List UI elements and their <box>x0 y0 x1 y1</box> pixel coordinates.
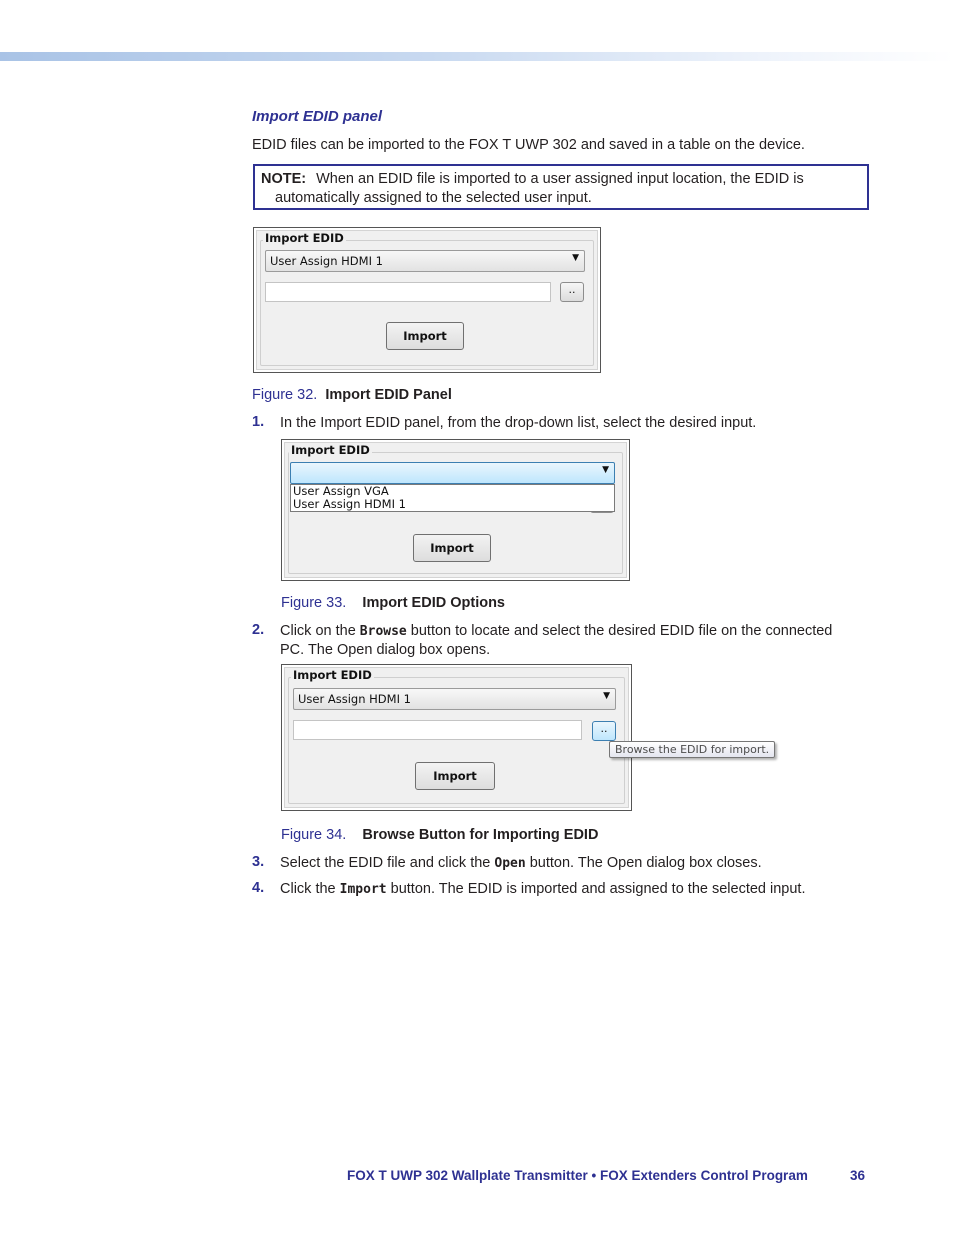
step-1-text: In the Import EDID panel, from the drop-down list, select the desired input. <box>280 415 757 431</box>
chevron-down-icon: ▼ <box>572 253 579 263</box>
import-button[interactable]: Import <box>415 762 495 790</box>
import-button[interactable]: Import <box>413 534 491 562</box>
import-edid-panel <box>256 230 598 370</box>
note-line-2: automatically assigned to the selected user input. <box>275 190 592 206</box>
chevron-down-icon: ▼ <box>603 691 610 701</box>
file-path-input[interactable] <box>293 720 582 740</box>
file-path-input[interactable] <box>265 282 551 302</box>
dropdown-option-hdmi-1[interactable]: User Assign HDMI 1 <box>293 497 406 511</box>
section-heading: Import EDID panel <box>252 108 383 125</box>
figure-34-screenshot <box>281 664 632 811</box>
browse-button[interactable]: .. <box>560 282 584 302</box>
dropdown-value: User Assign HDMI 1 <box>298 692 411 706</box>
step-2-number: 2. <box>252 622 265 638</box>
input-select-dropdown[interactable] <box>293 688 616 710</box>
browse-button-hover[interactable]: .. <box>592 721 616 741</box>
import-code: Import <box>339 882 387 897</box>
footer-title: FOX T UWP 302 Wallplate Transmitter • FOX Extenders Control Program <box>347 1168 808 1183</box>
groupbox-title: Import EDID <box>293 668 372 682</box>
figure-33-screenshot <box>281 439 630 581</box>
step-4-number: 4. <box>252 880 265 896</box>
input-select-dropdown[interactable] <box>265 250 585 272</box>
figure-34-caption: Figure 34. Browse Button for Importing EDID <box>281 827 599 843</box>
step-4-text: Click the Import button. The EDID is imported and assigned to the selected input. <box>280 881 806 897</box>
browse-tooltip: Browse the EDID for import. <box>609 741 775 758</box>
step-3-text: Select the EDID file and click the Open button. The Open dialog box closes. <box>280 855 762 871</box>
dropdown-option-vga[interactable]: User Assign VGA <box>293 484 389 498</box>
step-1-number: 1. <box>252 414 265 430</box>
input-select-dropdown-open[interactable] <box>290 462 615 484</box>
page-number: 36 <box>850 1168 866 1183</box>
step-3-number: 3. <box>252 854 265 870</box>
note-label: NOTE: <box>261 171 307 187</box>
note-line-1: When an EDID file is imported to a user assigned input location, the EDID is <box>316 171 804 187</box>
open-code: Open <box>494 856 526 871</box>
header-gradient-bar <box>0 52 954 61</box>
step-2-text: Click on the Browse button to locate and select the desired EDID file on the connected PC. The Open dialog box opens. <box>280 623 833 658</box>
browse-code: Browse <box>359 624 407 639</box>
import-edid-panel-browse <box>284 667 629 808</box>
dropdown-value: User Assign HDMI 1 <box>270 254 383 268</box>
import-button[interactable]: Import <box>386 322 464 350</box>
dropdown-options-list <box>290 484 615 512</box>
figure-32-screenshot <box>253 227 601 373</box>
import-edid-panel-open <box>284 442 627 578</box>
figure-33-caption: Figure 33. Import EDID Options <box>281 595 506 611</box>
note-box <box>253 164 869 210</box>
figure-32-caption: Figure 32. Import EDID Panel <box>252 387 452 403</box>
chevron-down-icon: ▼ <box>602 465 609 475</box>
groupbox-title: Import EDID <box>265 231 344 245</box>
groupbox-title: Import EDID <box>291 443 370 457</box>
intro-paragraph: EDID files can be imported to the FOX T UWP 302 and saved in a table on the device. <box>252 137 805 153</box>
